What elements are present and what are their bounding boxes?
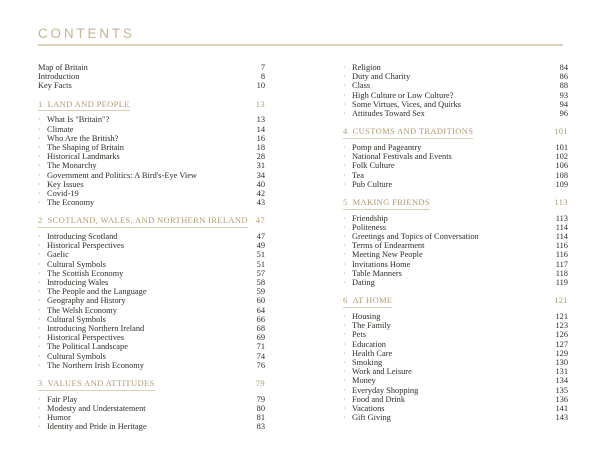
toc-entry-label: The Family [352,321,391,331]
toc-entry [343,241,568,250]
toc-entry-label: Climate [47,124,74,134]
toc-entry [343,152,568,161]
toc-entry [343,91,568,100]
toc-entry [38,342,265,351]
toc-entry [38,63,265,72]
bullet-icon: · [343,321,346,331]
toc-entry-page: 64 [256,305,265,315]
toc-entry-label: Historical Perspectives [47,333,124,343]
toc-entry-label: Tea [352,170,364,180]
toc-entry [343,321,568,330]
toc-entry [38,352,265,361]
toc-entry-label: Cultural Symbols [47,314,106,324]
bullet-icon: · [343,376,346,386]
bullet-icon: · [38,360,41,370]
toc-entry-page: 28 [256,152,265,162]
toc-section-heading [343,198,568,210]
toc-entry-label: National Festivals and Events [352,152,452,162]
toc-entry [38,422,265,431]
toc-entry-page: 81 [256,413,265,423]
toc-entry [343,395,568,404]
toc-entry-label: Covid-19 [47,188,79,198]
bullet-icon: · [343,385,346,395]
toc-entry-label: Pets [352,330,366,340]
bullet-icon: · [38,198,41,208]
bullet-icon: · [343,142,346,152]
toc-entry-page: 69 [256,333,265,343]
toc-entry-page: 134 [555,376,568,386]
toc-entry-label: The Northern Irish Economy [47,360,144,370]
toc-entry [38,171,265,180]
toc-entry [38,324,265,333]
bullet-icon: · [38,287,41,297]
toc-entry-label: Identity and Pride in Heritage [47,422,147,432]
toc-entry-label: Map of Britain [38,63,88,72]
bullet-icon: · [343,99,346,109]
toc-entry [38,152,265,161]
toc-entry-label: Humor [47,413,71,423]
bullet-icon: · [343,367,346,377]
toc-entry [343,340,568,349]
toc-entry-page: 18 [256,142,265,152]
toc-entry-page: 34 [256,170,265,180]
toc-entry-label: The Shaping of Britain [47,142,124,152]
toc-entry [343,330,568,339]
toc-entry-page: 127 [555,339,568,349]
toc-entry-page: 71 [256,342,265,352]
toc-entry-label: Table Manners [352,268,402,278]
toc-entry-page: 8 [260,72,265,82]
bullet-icon: · [343,311,346,321]
toc-section [343,198,568,287]
section-number: 2 [38,216,43,226]
toc-entry-page: 60 [256,296,265,306]
bullet-icon: · [38,142,41,152]
toc-section-heading [343,296,568,308]
toc-entry-page: 143 [555,413,568,423]
toc-entry [343,413,568,422]
toc-entry-label: Some Virtues, Vices, and Quirks [352,99,461,109]
bullet-icon: · [38,250,41,260]
toc-entry-label: The Monarchy [47,161,97,171]
bullet-icon: · [343,109,346,119]
toc-entry-label: Friendship [352,213,388,223]
toc-entry-page: 93 [559,90,568,100]
toc-entry-page: 121 [555,311,568,321]
bullet-icon: · [38,124,41,134]
toc-entry-page: 106 [555,161,568,171]
bullet-icon: · [343,170,346,180]
toc-column-left [38,63,265,432]
page-title: CONTENTS [38,26,135,41]
bullet-icon: · [343,348,346,358]
toc-entry-label: Work and Leisure [352,367,412,377]
section-page: 101 [554,126,568,137]
toc-entry [343,349,568,358]
toc-entry-label: Geography and History [47,296,126,306]
toc-entry-label: Cultural Symbols [47,259,106,269]
bullet-icon: · [38,305,41,315]
toc-entry [343,63,568,72]
bullet-icon: · [343,250,346,260]
toc-entry [343,250,568,259]
toc-entry-page: 79 [256,394,265,404]
toc-entry-label: Fair Play [47,394,78,404]
toc-entry-label: The People and the Language [47,287,147,297]
toc-entry-label: Modesty and Understatement [47,404,146,413]
toc-entry-label: Who Are the British? [47,133,119,143]
toc-entry-page: 114 [555,222,568,232]
toc-section [38,216,265,370]
toc-entry [38,134,265,143]
toc-entry-page: 83 [256,422,265,432]
bullet-icon: · [38,170,41,180]
toc-entry-page: 109 [555,179,568,189]
toc-entry-label: Gift Giving [352,413,391,423]
toc-entry [38,269,265,278]
toc-section [38,379,265,432]
toc-entry [38,315,265,324]
toc-entry-label: The Scottish Economy [47,268,124,278]
bullet-icon: · [343,278,346,288]
toc-entry [38,125,265,134]
toc-entry-label: Housing [352,311,381,321]
toc-entry [38,287,265,296]
section-page: 47 [255,215,265,226]
toc-entry-label: Historical Landmarks [47,152,120,162]
toc-entry-page: 57 [256,268,265,278]
bullet-icon: · [38,179,41,189]
toc-entry-page: 129 [555,348,568,358]
toc-entry-label: Folk Culture [352,161,395,171]
toc-entry-page: 123 [555,321,568,331]
toc-entry [38,232,265,241]
bullet-icon: · [38,351,41,361]
toc-entry-page: 136 [555,394,568,404]
toc-entry-label: Introducing Northern Ireland [47,324,145,334]
bullet-icon: · [38,333,41,343]
bullet-icon: · [38,413,41,423]
toc-entry-page: 118 [555,268,568,278]
section-title: SCOTLAND, WALES, AND NORTHERN IRELAND [47,216,248,226]
toc-entry-page: 31 [256,161,265,171]
toc-entry [343,358,568,367]
toc-section-heading [38,216,265,228]
toc-entry-page: 114 [555,232,568,242]
bullet-icon: · [38,133,41,143]
toc-section-heading-text [343,296,392,308]
toc-entry [343,109,568,118]
toc-entry-page: 116 [555,250,568,260]
bullet-icon: · [343,81,346,91]
toc-entry-label: Class [352,81,371,91]
toc-entry-label: Terms of Endearment [352,241,425,251]
toc-entry-label: Everyday Shopping [352,385,419,395]
toc-entry-label: Key Issues [47,179,84,189]
bullet-icon: · [343,152,346,162]
toc-continuation-items [343,63,568,118]
bullet-icon: · [343,161,346,171]
header-rule [38,44,563,46]
section-page: 121 [554,295,568,306]
section-number: 1 [38,99,43,109]
bullet-icon: · [38,296,41,306]
toc-entry-page: 130 [555,357,568,367]
toc-entry-page: 68 [256,324,265,334]
toc-section-heading-text [38,379,155,391]
toc-entry [343,214,568,223]
bullet-icon: · [38,115,41,125]
toc-entry-page: 131 [555,367,568,377]
toc-entry [38,143,265,152]
toc-section-heading [38,379,265,391]
toc-entry-label: Key Facts [38,81,72,91]
toc-entry-label: Food and Drink [352,394,406,404]
toc-entry [38,189,265,198]
toc-section-heading-text [343,127,473,139]
toc-entry [343,143,568,152]
section-title: MAKING FRIENDS [352,197,430,207]
toc-entry [38,404,265,413]
toc-entry-label: Education [352,339,386,349]
section-number: 5 [343,197,348,207]
toc-entry [343,161,568,170]
toc-section-heading-text [343,198,430,210]
bullet-icon: · [38,314,41,324]
section-number: 4 [343,127,348,137]
page-header [38,27,568,46]
toc-entry-label: What Is "Britain"? [47,115,110,125]
toc-entry-label: Religion [352,63,381,72]
bullet-icon: · [38,404,41,413]
toc-entry-page: 49 [256,241,265,251]
toc-section-items [343,214,568,288]
toc-section [343,296,568,422]
toc-entry-label: Greetings and Topics of Conversation [352,232,479,242]
toc-entry-label: Introduction [38,72,80,82]
toc-entry-label: Money [352,376,376,386]
bullet-icon: · [343,232,346,242]
toc-entry-page: 96 [559,109,568,119]
toc-section-heading-text [38,216,248,228]
bullet-icon: · [38,422,41,432]
section-page: 113 [554,196,568,207]
toc-entry-page: 16 [256,133,265,143]
bullet-icon: · [343,330,346,340]
bullet-icon: · [38,241,41,251]
toc-entry [38,180,265,189]
toc-entry-label: Gaelic [47,250,69,260]
bullet-icon: · [38,152,41,162]
bullet-icon: · [38,278,41,288]
toc-entry [38,413,265,422]
toc-entry [343,376,568,385]
toc-entry [38,333,265,342]
toc-entry [343,223,568,232]
toc-entry [343,278,568,287]
toc-entry [38,161,265,170]
toc-entry [343,232,568,241]
toc-entry [38,260,265,269]
bullet-icon: · [38,394,41,404]
toc-entry [343,269,568,278]
toc-entry [38,198,265,207]
toc-entry-page: 88 [559,81,568,91]
section-number: 3 [38,379,43,389]
toc-entry-page: 94 [559,99,568,109]
bullet-icon: · [343,413,346,423]
toc-section-items [38,395,265,432]
bullet-icon: · [343,179,346,189]
toc-entry-page: 119 [555,278,568,288]
section-page: 13 [255,98,265,109]
bullet-icon: · [38,324,41,334]
toc-entry-label: Introducing Wales [47,278,109,288]
toc-entry [38,250,265,259]
toc-entry-label: Meeting New People [352,250,423,260]
toc-entry-page: 108 [555,170,568,180]
toc-entry-label: Historical Perspectives [47,241,124,251]
toc-entry-page: 14 [256,124,265,134]
bullet-icon: · [343,268,346,278]
bullet-icon: · [343,357,346,367]
toc-entry-label: High Culture or Low Culture? [352,90,454,100]
toc-entry [343,72,568,81]
toc-entry-label: Dating [352,278,375,288]
toc-entry-page: 126 [555,330,568,340]
toc-entry-label: The Welsh Economy [47,305,117,315]
toc-entry [38,296,265,305]
bullet-icon: · [38,161,41,171]
section-title: LAND AND PEOPLE [47,99,130,109]
toc-entry [38,241,265,250]
toc-entry-label: Invitations Home [352,259,411,269]
bullet-icon: · [343,241,346,251]
toc-entry-page: 47 [256,232,265,242]
toc-entry [38,361,265,370]
toc-entry-label: The Political Landscape [47,342,128,352]
toc-entry [343,171,568,180]
section-title: VALUES AND ATTITUDES [47,379,155,389]
toc-entry-page: 66 [256,314,265,324]
toc-entry-page: 51 [256,259,265,269]
toc-entry-page: 13 [256,115,265,125]
section-number: 6 [343,296,348,306]
bullet-icon: · [38,259,41,269]
toc-entry-page: 101 [555,142,568,152]
toc-entry-page: 80 [256,404,265,413]
bullet-icon: · [38,342,41,352]
toc-entry [343,81,568,90]
toc-entry [343,312,568,321]
toc-entry-page: 113 [555,213,568,223]
toc-section-items [343,143,568,189]
toc-entry-page: 74 [256,351,265,361]
toc-entry-page: 117 [555,259,568,269]
toc-entry-page: 102 [555,152,568,162]
toc-entry [343,100,568,109]
toc-entry-label: Health Care [352,348,393,358]
toc-entry-label: Pomp and Pageantry [352,142,422,152]
toc-front-matter [38,63,265,91]
toc-entry-page: 40 [256,179,265,189]
toc-entry-page: 42 [256,188,265,198]
section-title: AT HOME [352,296,393,306]
bullet-icon: · [38,232,41,242]
toc-entry [38,306,265,315]
toc-columns [38,63,568,432]
toc-entry [38,278,265,287]
bullet-icon: · [38,188,41,198]
toc-section-heading [38,100,265,112]
toc-entry-page: 84 [559,63,568,72]
section-title: CUSTOMS AND TRADITIONS [352,127,474,137]
toc-entry-label: Duty and Charity [352,72,411,82]
toc-section-items [38,232,265,370]
toc-entry [38,81,265,90]
section-page: 79 [255,378,265,389]
toc-entry-page: 10 [256,81,265,91]
bullet-icon: · [343,63,346,72]
toc-entry-label: The Economy [47,198,95,208]
bullet-icon: · [343,404,346,413]
toc-entry-page: 7 [260,63,265,72]
bullet-icon: · [343,213,346,223]
toc-entry-label: Smoking [352,357,383,367]
toc-entry [38,72,265,81]
toc-entry [38,115,265,124]
toc-entry [343,180,568,189]
toc-entry-page: 76 [256,360,265,370]
toc-section-items [343,312,568,422]
toc-entry-page: 43 [256,198,265,208]
toc-entry [343,260,568,269]
toc-entry-label: Politeness [352,222,386,232]
toc-entry-label: Attitudes Toward Sex [352,109,425,119]
toc-section-heading-text [38,100,130,112]
toc-section [38,100,265,208]
toc-entry-label: Vacations [352,404,385,413]
toc-entry-page: 86 [559,72,568,82]
toc-entry-label: Pub Culture [352,179,393,189]
toc-entry-label: Government and Politics: A Bird's-Eye View [47,170,197,180]
toc-entry-page: 51 [256,250,265,260]
bullet-icon: · [343,339,346,349]
toc-entry [343,404,568,413]
bullet-icon: · [38,268,41,278]
toc-entry-page: 59 [256,287,265,297]
toc-entry-label: Introducing Scotland [47,232,118,242]
toc-column-right [343,63,568,432]
bullet-icon: · [343,90,346,100]
bullet-icon: · [343,259,346,269]
bullet-icon: · [343,222,346,232]
toc-entry-page: 58 [256,278,265,288]
toc-entry-page: 141 [555,404,568,413]
toc-entry-label: Cultural Symbols [47,351,106,361]
toc-section [343,127,568,189]
toc-entry [343,367,568,376]
toc-entry-page: 135 [555,385,568,395]
toc-entry [38,395,265,404]
toc-section-items [38,115,265,207]
bullet-icon: · [343,72,346,82]
toc-entry-page: 116 [555,241,568,251]
toc-section-heading [343,127,568,139]
bullet-icon: · [343,394,346,404]
toc-entry [343,386,568,395]
